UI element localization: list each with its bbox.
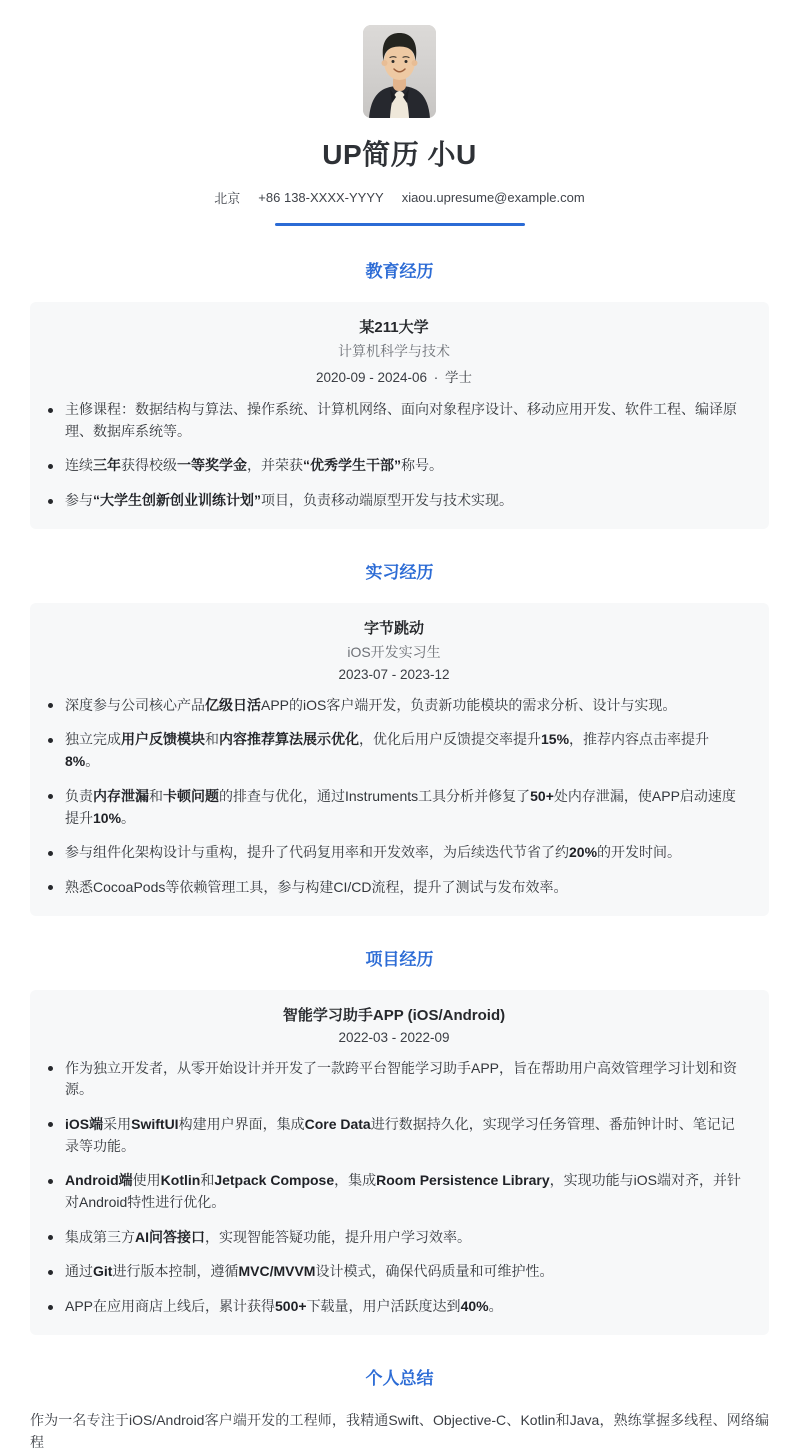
contact-row (30, 188, 769, 207)
text-run: 作为独立开发者，从零开始设计并开发了一款跨平台智能学习助手APP，旨在帮助用户高效管理学习计划和资源。 (65, 1059, 738, 1098)
text-run: 通过 (65, 1263, 93, 1280)
list-item (47, 1296, 741, 1318)
text-run: 进行版本控制，遵循 (112, 1263, 239, 1280)
highlighted-text: Jetpack Compose (214, 1172, 335, 1189)
text-run: 连续 (65, 457, 93, 474)
list-item (47, 786, 741, 829)
list-item (47, 1227, 741, 1249)
projects-card (30, 990, 769, 1335)
highlighted-text: 亿级日活 (205, 696, 261, 713)
text-run: APP在应用商店上线后，累计获得 (65, 1298, 276, 1315)
text-run: 参与组件化架构设计与重构，提升了代码复用率和开发效率，为后续迭代节省了约 (65, 844, 569, 861)
text-run: ，并荣获 (247, 457, 303, 474)
text-run: 构建用户界面，集成 (178, 1115, 305, 1132)
text-run: 负责 (65, 787, 93, 804)
section-title-summary: 个人总结 (365, 1368, 434, 1388)
header-divider (275, 223, 525, 226)
text-run: ，推荐内容点击率提升 (569, 731, 710, 748)
entry-meta: 2023-07 - 2023-12 (338, 666, 450, 682)
candidate-name: UP简历 小U (322, 139, 477, 170)
sections-container (30, 257, 769, 1454)
highlighted-text: Git (93, 1263, 113, 1280)
section-title-projects: 项目经历 (365, 949, 434, 969)
internship-card (30, 603, 769, 916)
text-run: 主修课程：数据结构与算法、操作系统、计算机网络、面向对象程序设计、移动应用开发、软件工程、编译原理、数据库系统等。 (65, 401, 737, 439)
text-run: 。 (121, 809, 136, 826)
highlighted-text: MVC/MVVM (238, 1263, 316, 1280)
resume-header (30, 25, 769, 226)
highlighted-text: 内存泄漏 (93, 787, 149, 804)
text-run: 和 (200, 1172, 215, 1189)
text-run: ，集成 (334, 1172, 377, 1189)
list-item (47, 1058, 741, 1101)
highlighted-text: Android端 (65, 1172, 133, 1189)
entry-meta: 2022-03 - 2022-09 (338, 1029, 450, 1045)
entry-heading: 某211大学 (359, 319, 429, 336)
text-run: ，实现功能与iOS端对齐，并针对Android特性进行优化。 (65, 1172, 741, 1210)
text-run: 进行数据持久化，实现学习任务管理、番茄钟计时、笔记记录等功能。 (65, 1115, 735, 1154)
section-internship (30, 558, 769, 916)
text-run: ，优化后用户反馈提交率提升 (359, 731, 541, 748)
text-run: APP的iOS客户端开发，负责新功能模块的需求分析、设计与实现。 (261, 696, 677, 713)
entry-heading: 字节跳动 (363, 619, 424, 637)
entry-meta: 2020-09 - 2024-06 · 学士 (315, 370, 473, 385)
highlighted-text: AI问答接口 (135, 1228, 205, 1245)
section-summary (30, 1364, 769, 1454)
text-run: 的开发时间。 (597, 844, 682, 861)
text-run: 称号。 (401, 457, 443, 474)
list-item (47, 455, 741, 477)
section-title-internship: 实习经历 (365, 562, 434, 582)
highlighted-text: iOS端 (65, 1115, 104, 1132)
list-item (47, 1261, 741, 1283)
text-run: 和 (205, 731, 219, 748)
list-item (47, 1170, 741, 1213)
text-run: 独立完成 (65, 731, 121, 748)
text-run: 集成第三方 (65, 1228, 135, 1245)
text-run: 使用 (132, 1172, 161, 1189)
entry-subheading: 计算机科学与技术 (338, 343, 450, 359)
text-run: 项目，负责移动端原型开发与技术实现。 (261, 492, 513, 509)
entry-subheading: iOS开发实习生 (347, 643, 441, 660)
bullet-list (47, 399, 741, 512)
list-item (47, 1114, 741, 1157)
text-run: 下载量，用户活跃度达到 (306, 1298, 461, 1315)
text-run: 深度参与公司核心产品 (65, 696, 205, 713)
highlighted-text: 8% (65, 753, 86, 770)
list-item (47, 490, 741, 512)
highlighted-text: 三年 (93, 457, 121, 474)
text-run: 。 (85, 753, 100, 770)
profile-photo (363, 25, 436, 118)
section-projects (30, 945, 769, 1335)
highlighted-text: 10% (93, 809, 122, 826)
highlighted-text: Kotlin (160, 1172, 201, 1189)
contact-location: 北京 (214, 191, 241, 206)
summary-paragraph: 作为一名专注于iOS/Android客户端开发的工程师，我精通Swift、Objective-C、Kotlin和Java，熟练掌握多线程、网络编程 (30, 1411, 769, 1451)
entry-heading: 智能学习助手APP (iOS/Android) (282, 1006, 506, 1024)
text-run: 获得校级 (121, 457, 177, 474)
highlighted-text: 50+ (530, 787, 554, 804)
bullet-list (47, 1058, 741, 1318)
highlighted-text: Room Persistence Library (376, 1172, 550, 1189)
text-run: 的排查与优化，通过Instruments工具分析并修复了 (219, 787, 531, 804)
highlighted-text: “大学生创新创业训练计划” (93, 492, 261, 509)
profile-photo-illustration (363, 25, 436, 118)
list-item (47, 695, 741, 717)
text-run: 处内存泄漏，使APP启动速度提升 (65, 787, 736, 826)
text-run: ，实现智能答疑功能，提升用户学习效率。 (205, 1228, 471, 1245)
list-item (47, 877, 741, 899)
highlighted-text: 500+ (275, 1298, 307, 1315)
education-card (30, 302, 769, 529)
text-run: 。 (488, 1298, 503, 1315)
text-run: 和 (149, 787, 163, 804)
bullet-list (47, 695, 741, 899)
highlighted-text: Core Data (304, 1115, 371, 1132)
list-item (47, 842, 741, 864)
section-title-education: 教育经历 (365, 262, 434, 281)
highlighted-text: “优秀学生干部” (303, 457, 401, 474)
highlighted-text: 20% (569, 844, 598, 861)
list-item (47, 399, 741, 442)
text-run: 采用 (103, 1115, 132, 1132)
text-run: 熟悉CocoaPods等依赖管理工具，参与构建CI/CD流程，提升了测试与发布效率。 (65, 878, 568, 895)
text-run: 参与 (65, 492, 93, 509)
highlighted-text: 卡顿问题 (163, 787, 219, 804)
list-item (47, 729, 741, 772)
contact-phone: +86 138-XXXX-YYYY (258, 190, 384, 205)
section-education (30, 257, 769, 529)
highlighted-text: 15% (541, 731, 570, 748)
highlighted-text: 用户反馈模块 (121, 731, 205, 748)
text-run: 设计模式，确保代码质量和可维护性。 (315, 1263, 554, 1280)
highlighted-text: 内容推荐算法展示优化 (219, 731, 359, 748)
highlighted-text: SwiftUI (131, 1115, 179, 1132)
highlighted-text: 一等奖学金 (177, 457, 247, 474)
highlighted-text: 40% (460, 1298, 489, 1315)
contact-email: xiaou.upresume@example.com (401, 190, 585, 205)
